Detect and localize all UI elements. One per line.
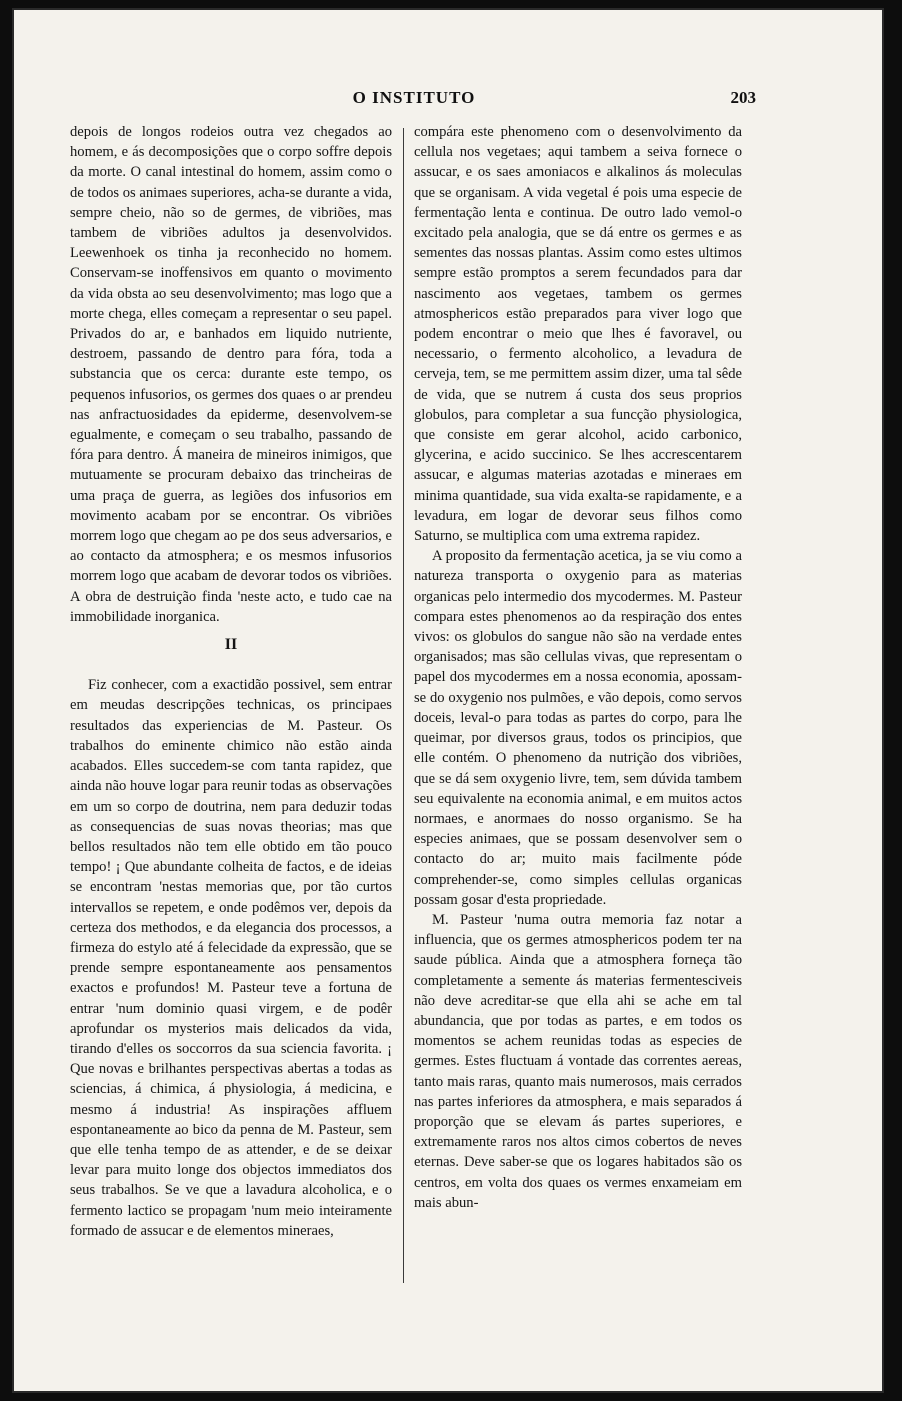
page-header bbox=[74, 88, 754, 116]
book-page bbox=[12, 8, 884, 1393]
paragraph: M. Pasteur 'numa outra memoria faz notar a influencia, que os germes atmosphericos podem ter na saude pública. Ainda que a atmosphera forneça tão completamente a semente ás materias fermentesciveis não deve acreditar-se que ella ahi se ache em tal abundancia, que por todas as partes, e em todos os momentos se achem reunidas todas as especies de germes. Estes fluctuam á vontade das correntes aereas, tanto mais raras, quanto mais numerosos, mais cerrados nas partes inferiores da atmosphera, e mais separados á proporção que se elevam ás partes superiores, e extremamente raros nos altos cimos cobertos de neves eternas. Deve saber-se que os logares habitados são os centros, em volta dos quaes os vermes enxameiam em mais abun- bbox=[414, 911, 742, 1211]
page-number: 203 bbox=[730, 88, 756, 107]
column-divider bbox=[403, 128, 404, 1283]
paragraph: compára este phenomeno com o desenvolvimento da cellula nos vegetaes; aqui tambem a seiva fornece o assucar, e os saes amoniacos e alkalinos ás moleculas que se organisam. A vida vegetal é pois uma especie de fermentação lenta e continua. De outro lado vemol-o excitado pela analogia, que se dá entre os germes e as sementes das nossas plantas. Assim como estes ultimos sempre estão promptos a serem fecundados para dar nascimento aos vegetaes, tambem os germes atmosphericos estão preparados para viver logo que podem encontrar o meio que lhes é favoravel, ou necessario, o fermento alcoholico, a levadura de cerveja, tem, se me permittem assim dizer, uma tal sêde de vida, que se nutrem á custa dos seus proprios globulos, para completar a sua funcção physiologica, que consiste em gerar alcohol, acido carbonico, glycerina, e acido succinico. Se lhes accrescentarem assucar, e algumas materias azotadas e mineraes em minima quantidade, sua vida exalta-se rapidamente, e a levadura, em logar de devorar seus filhos como Saturno, se multiplica com uma extrema rapidez. bbox=[414, 124, 742, 545]
left-column bbox=[70, 122, 392, 1241]
right-column bbox=[414, 122, 742, 1213]
section-heading: II bbox=[224, 636, 238, 654]
paragraph: A proposito da fermentação acetica, ja se viu como a natureza transporta o oxygenio para as materias organicas pelo intermedio dos mycodermes. M. Pasteur compara estes phenomenos ao da respiração dos entes vivos: os globulos do sangue não são na verdade entes organisados; mas são cellulas vivas, que representam o papel dos mycodermes em a nossa economia, apossam-se do oxygenio nos pulmões, e vão depois, como servos doceis, leval-o para todas as partes do corpo, para lhe queimar, por diversos graus, todos os principios, que elle contém. O phenomeno da nutrição dos vibriões, que se dá sem oxygenio livre, tem, sem dúvida tambem seu equivalente na economia animal, e em muitos actos normaes, e anormaes do nosso organismo. Se ha especies animaes, que se possam desenvolver sem o contacto do ar; muito mais facilmente póde comprehender-se, como simples cellulas organicas possam gosar d'esta propriedade. bbox=[414, 548, 742, 908]
paragraph: Fiz conhecer, com a exactidão possivel, sem entrar em meudas descripções technicas, os principaes resultados das experiencias de M. Pasteur. Os trabalhos do eminente chimico não estão ainda acabados. Elles succedem-se com tanta rapidez, que ainda não houve logar para reunir todas as observações em um so corpo de doutrina, nem para deduzir todas as consequencias de suas novas theorias; mas que bellos resultados não tem elle obtido em tão pouco tempo! ¡ Que abundante colheita de factos, e de ideias se encontram 'nestas memorias que, por tão curtos intervallos se repetem, e onde podêmos ver, depois da certeza dos methodos, e da elegancia dos processos, a firmeza do estylo até á felecidade da expressão, que se prende sempre espontaneamente aos pensamentos exactos e profundos! M. Pasteur teve a fortuna de entrar 'num dominio quasi virgem, e de podêr aprofundar os mysterios mais delicados da vida, tirando d'elles os soccorros da sua sciencia favorita. ¡ Que novas e brilhantes perspectivas abertas a todas as sciencias, á chimica, á physiologia, á medicina, e mesmo á industria! As inspirações affluem espontaneamente ao bico da penna de M. Pasteur, sem que elle tenha tempo de as attender, e de se deixar levar para muito longe dos objectos immediatos dos seus trabalhos. Se ve que a lavadura alcoholica, e o fermento lactico se propagam 'num meio inteiramente formado de assucar e de elementos mineraes, bbox=[70, 677, 392, 1239]
paragraph: depois de longos rodeios outra vez chegados ao homem, e ás decomposições que o corpo soffre depois da morte. O canal intestinal do homem, assim como o de todos os animaes superiores, acha-se durante a vida, sempre cheio, não so de germes, de vibriões, mas tambem de vibriões adultos ja desenvolvidos. Leewenhoek os tinha ja reconhecido no homem. Conservam-se inoffensivos em quanto o movimento da vida obsta ao seu desenvolvimento; mas logo que a morte chega, elles começam a representar o seu papel. Privados do ar, e banhados em liquido nutriente, destroem, passando de dentro para fóra, toda a substancia que os cerca: durante este tempo, os pequenos infusorios, os germes dos quaes o ar prendeu nas anfractuosidades da epiderme, desenvolvem-se egualmente, e começam o seu trabalho, passando de fóra para dentro. Á maneira de mineiros inimigos, que mutuamente se procuram debaixo das trincheiras de uma praça de guerra, as legiões dos infusorios em movimento acabam por se encontrar. Os vibriões morrem logo que chegam ao pe dos seus adversarios, e ao contacto da atmosphera; e os mesmos infusorios morrem logo que acabam de devorar todos os vibriões. A obra de destruição finda 'neste acto, e tudo cae na immobilidade inorganica. bbox=[70, 124, 392, 625]
running-title: O INSTITUTO bbox=[352, 88, 476, 107]
